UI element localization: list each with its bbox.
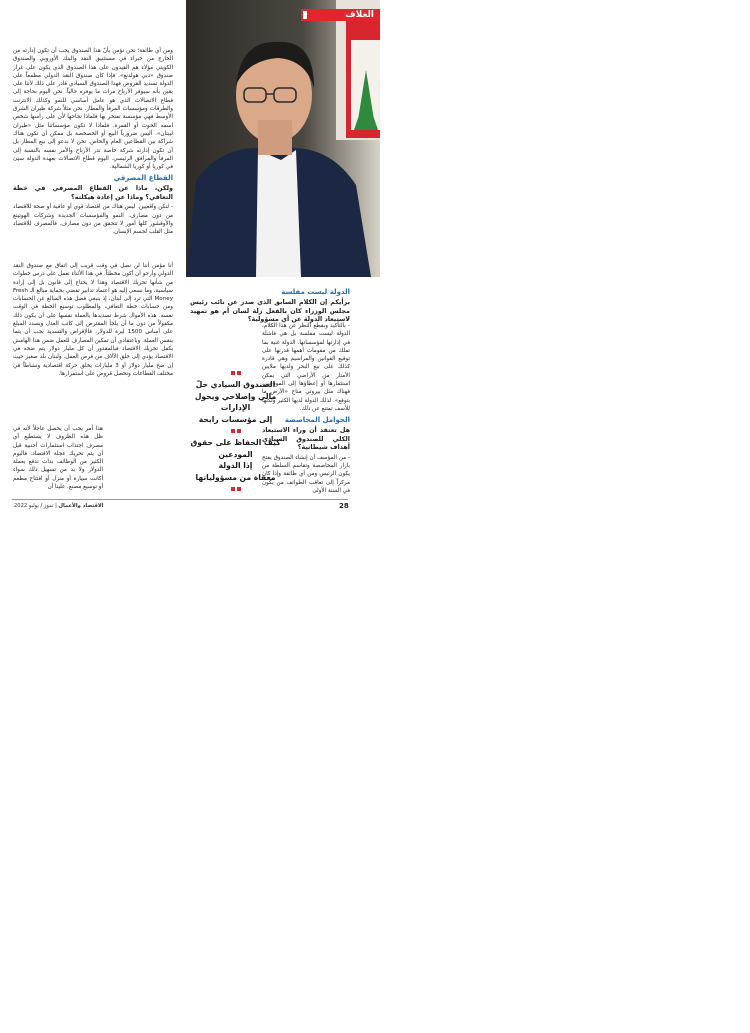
footer-magazine: الاقتصاد والأعمال [58,503,104,509]
intro-paragraph: ومن أي طائفة؛ نحن نؤمن بأنّ هذا الصندوق يجب أن تكون إدارته من الخارج من خبراء في مستثنيق النقد والبنك الأوروبي والصندوق الكويتي مؤلاء هم القيدون على هذا الصندوق الذي يكون على غرار صندوق «دبي هولدنغ». فإذا كان صندوق النقد الدولي مطمعاً على الدولة تسديد القروض فهذا الصندوق السيادي قادر على ذلك لأننا على يقين بأنه سيوفر الأرباح مرات ما يوفره حالياً. نحن اليوم بحاجة إلى قطاع الاتصالات الذي هو عامل أساسي للنمو وكذلك الانترنت والطرقات ومؤسسات المرفأ والمطار. نحن مثلاً شركة طيران الشرق الأوسط فهي مؤسسة تفتخر بها فلماذا نجاحها لأن على رأسها شخص اسمه الحوت أو القمرة. فلماذا لا تكون مؤسساتنا مثل «طيران ليبنان». أليس ضرورياً البيع أو الخصخصة بل ممكن أن تكون هناك شراكة بين القطاعين العام والخاص. نحن لا ندعو إلى بيع المطار بل أن تكون إدارته شركة خاصة تدر الأرباح والأمر نفسه بالنسبة إلى المرفأ والمرافق الرئيسي. اليوم قطاع الاتصالات بعهدة الدولة سيئ في كوريا أو كوريا الشمالية. [13,48,173,171]
answer-state: - بالتأكيد وبقطع النظر عن هذا الكلام، الدولة ليست مفلسة بل هي فاشلة في إدارتها لمؤسساتها. الدولة غنية بما تملك من مقومات أهمها قدرتها على توقيع القوانين والمراسيم وهي قادرة كذلك على بيع البحر ولديها ملايين الأمتار من الأراضي التي يمكن استثمارها أو إعطاؤها إلى المودعين، فهناك مثل بيروتي مناح «الأرض ما بتوقع». لذلك الدولة لديها الكثير ولكنها للأسف تمتنع عن ذلك. [262,323,350,412]
answer-banking: - لنكن واقعيين. ليس هناك من اقتصاد قوي أو عافية أو صحة للاقتصاد من دون مصارف. النمو والمؤسسات الجديدة وشركات الهوتينغ والأوفشور كلها أمور لا تتحقق من دون مصارف. فالمصرف للاقتصاد مثل القلب لجسم الإنسان. [13,204,173,236]
subheading-banking: القطاع المصرفي [113,174,173,183]
body-paragraph-3: هذا أمر يجب أن يحصل عاجلاً لأنه في ظل هذه الظروف لا يستطيع أي مصرف اجتذاب استثمارات أجنبية قبل أن يتم تحريك عجلة الاقتصاد. فاليوم الكثير من الوظائف بدأت تدفع بعملة الدولار ولا بد من تسهيل ذلك سواء أكانت سيارة أو منزل أو افتتاح مطعم أو توسيع مصنع. علينا أن [13,426,103,491]
footer-credit [14,503,104,509]
question-banking: ولكن، ماذا عن القطاع المصرفي في خطة التعافي؟ وماذا عن إعادة هيكلته؟ [13,184,173,201]
page-number: 28 [339,502,349,510]
question-state: برأيكم إن الكلام السابق الذي صدر عن نائب رئيس مجلس الوزراء كان بالفعل زلة لسان أم هو تمهيد لاستبعاد الدولة عن أي مسؤولية؟ [190,298,350,323]
section-title: الغلاف [345,10,374,20]
pull-quote-line: إلى مؤسسات رابحة [198,414,273,424]
pull-quote-top-squares [189,369,282,377]
left-column-bottom [13,425,103,492]
footer-rule [12,499,348,500]
portrait-image [186,0,380,277]
footer-separator: | [53,503,57,509]
left-column-lower [13,262,173,379]
portrait-photo [186,0,380,277]
header-mark-icon [303,11,307,19]
pull-quote-line: مالي وإصلاحي ويحول الإدارات [194,391,277,412]
subheading-state-not-bankrupt: الدولة ليست مفلسة [281,288,350,296]
pull-quote-mid-squares [189,427,282,435]
footer-date: تموز / يوليو 2022 [14,503,54,509]
section-header-badge [301,9,380,21]
question-sovereign-fund: هل تعتقد أن وراء الاستبعاد الكلي للصندوق السيادي أهداف شيطانية؟ [262,426,350,452]
pull-quote-line: معفاة من مسؤولياتها [195,472,276,482]
right-column [190,285,350,326]
pull-quote-bottom-squares [189,485,282,493]
pull-quote [189,367,282,495]
answer-sovereign-fund: - من المؤسف أن إنشاء الصندوق يفتح بازار المحاصصة وتقاسم السلطة من يكون الرئيس ومن أي طائفة وإذا كان مركزاً إلى تعاقب الطوائف من يكون في السنة الأولى [262,454,350,494]
pull-quote-line: إذا الدولة [218,461,253,470]
pull-quote-line: الصندوق السيادي حلّ [195,380,276,389]
subheading-quota: الحوامل المحاصصة [284,416,350,425]
body-paragraph-2: أنا مؤمن أننا لن نصل في وقت قريب إلى اتفاق مع صندوق النقد الدولي وأرجو أن أكون مخطئاً. في هذا الأثناء نعمل على درس خطوات من شأنها تحريك الاقتصاد وهذا لا يحتاج إلى قانون بل إلى إرادة سياسية، وما نسعى إليه هو اعتماد تدابير تقضي بحماية مبالغ الـ Fresh Money التي ترد إلى لبنان، إذ ينبغي فصل هذه المبالغ عن الحسابات ومن حسابات خطة التعافي، والمطلوب توسيع الخطة في الوقت نفسه. هذه الأموال شرط تسديدها بالعملة نفسها على أن يكون ذلك مكفولاً من دون ما أن يلجأ المقترض إلى كاتب العدل ويسدد المبلغ على أساس 1500 ليرة للدولار، فالإقراض والتسديد يجب أن يتما بنفس العملة. وباعتقادي أن تمكين المصارف للعمل ضمن هذا الهامش يكفل تحريك الاقتصاد فبالمقدور أن كل مليار دولار يتم ضخه في الاقتصاد يؤدي إلى خلق الآلاف من فرص العمل. ولبنان بلد صغير حيث إن ضخ مليار دولار أو 3 مليارات يخلق حركة اقتصادية ونشاطاً في مختلف القطاعات وتحصل قروض على استمرارها. [13,263,173,377]
left-column [13,47,173,238]
pull-quote-line: كيف الحفاظ على حقوق المودعين [190,438,281,459]
